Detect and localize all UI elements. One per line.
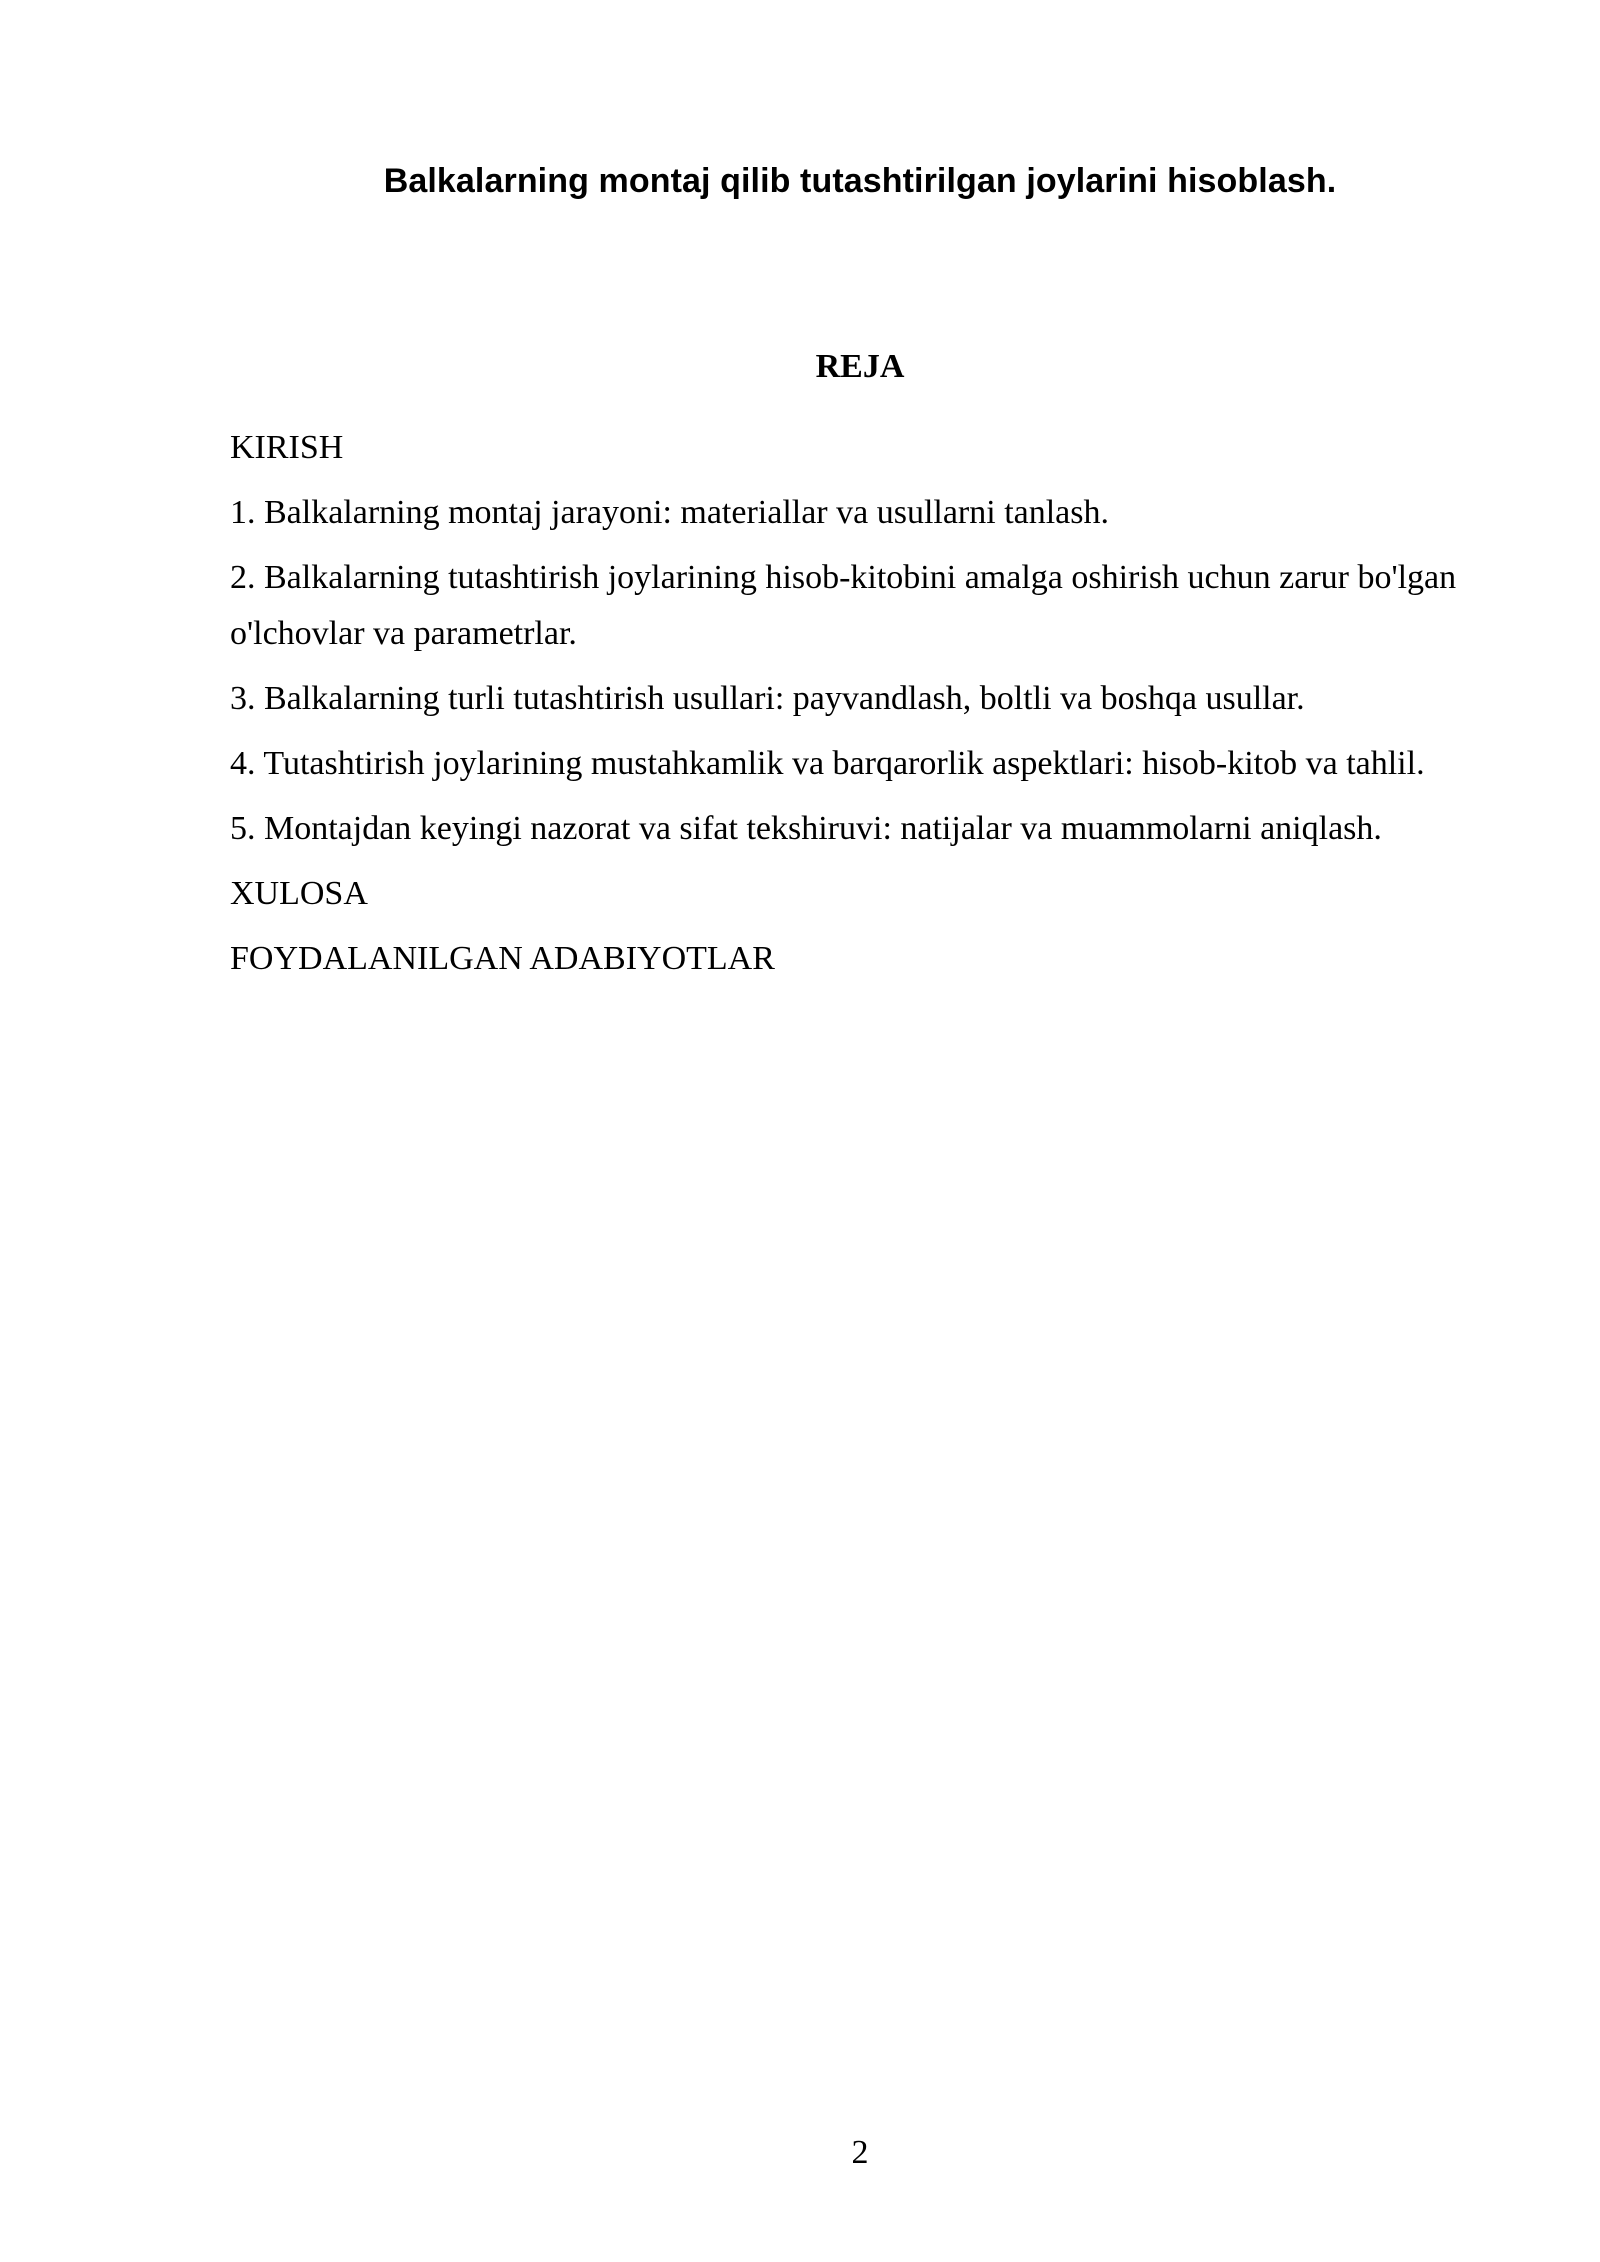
- plan-heading: REJA: [815, 348, 905, 385]
- plan-item-1: 1. Balkalarning montaj jarayoni: materiallar va usullarni tanlash.: [230, 494, 1110, 531]
- plan-list: [230, 420, 1490, 996]
- plan-item-2: 2. Balkalarning tutashtirish joylarining hisob-kitobini amalga oshirish uchun zarur bo'lgan o'lchovlar va parametrlar.: [230, 559, 1457, 652]
- plan-item-references: FOYDALANILGAN ADABIYOTLAR: [230, 940, 775, 977]
- page-number: 2: [851, 2134, 869, 2171]
- plan-item-conclusion: XULOSA: [230, 875, 368, 912]
- plan-item-4: 4. Tutashtirish joylarining mustahkamlik va barqarorlik aspektlari: hisob-kitob va tahlil.: [230, 745, 1425, 782]
- plan-item-5: 5. Montajdan keyingi nazorat va sifat tekshiruvi: natijalar va muammolarni aniqlash.: [230, 810, 1382, 847]
- plan-item-3: 3. Balkalarning turli tutashtirish usullari: payvandlash, boltli va boshqa usullar.: [230, 680, 1305, 717]
- plan-item-introduction: KIRISH: [230, 429, 344, 466]
- document-title: Balkalarning montaj qilib tutashtirilgan joylarini hisoblash.: [383, 162, 1337, 200]
